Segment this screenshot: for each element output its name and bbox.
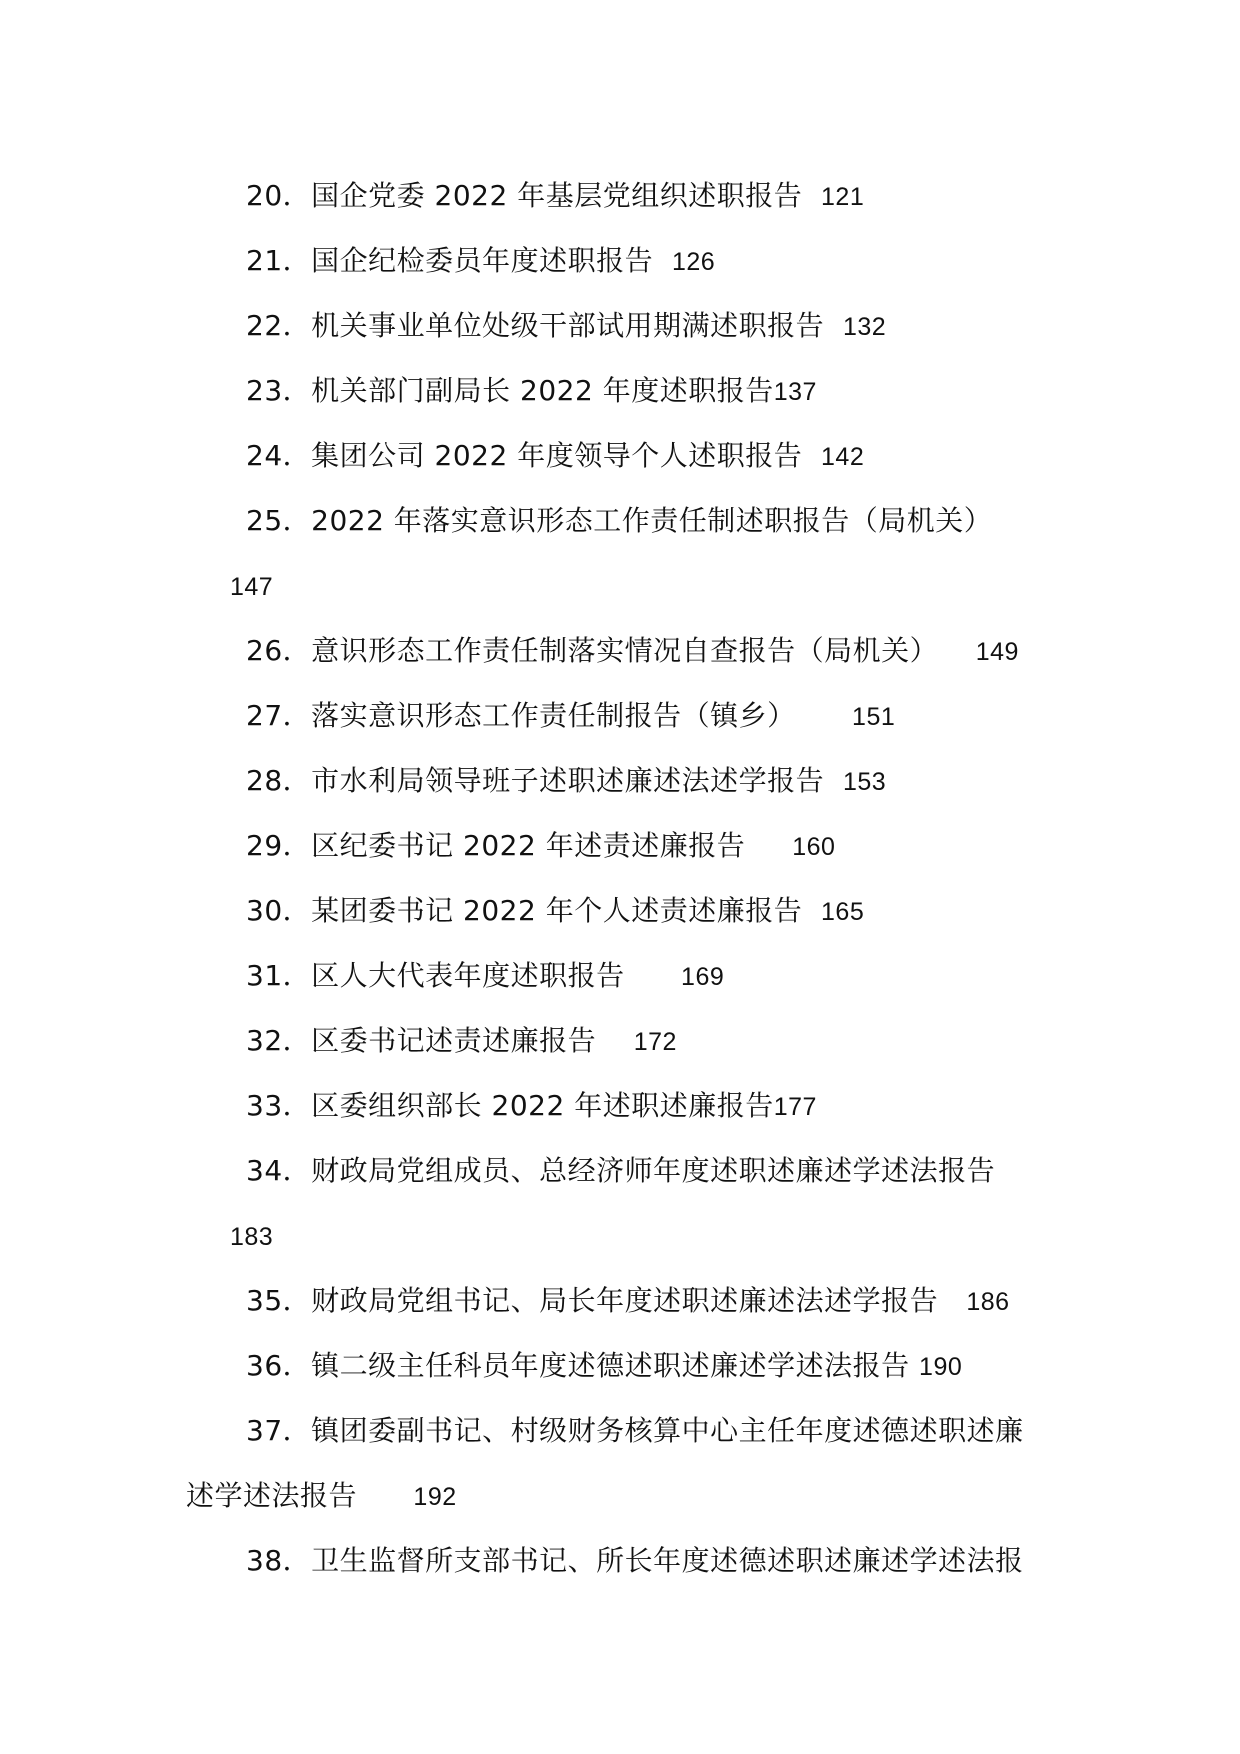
toc-page-number: 126 xyxy=(671,248,716,276)
toc-page-number: 177 xyxy=(773,1093,817,1121)
toc-entry-title: 35．财政局党组书记、局长年度述职述廉述法述学报告 xyxy=(246,1284,939,1317)
toc-page-number: 165 xyxy=(821,898,865,926)
toc-entry-29[interactable] xyxy=(246,826,835,867)
toc-entry-title: 36．镇二级主任科员年度述德述职述廉述学述法报告 xyxy=(246,1349,910,1382)
toc-page-number: 169 xyxy=(681,963,725,991)
toc-entry-32[interactable] xyxy=(246,1021,677,1062)
toc-entry-title: 31．区人大代表年度述职报告 xyxy=(246,959,625,992)
toc-page-number: 190 xyxy=(919,1353,963,1381)
toc-page-number: 151 xyxy=(852,703,896,731)
toc-entry-title: 29．区纪委书记 2022 年述责述廉报告 xyxy=(246,829,746,862)
toc-entry-title: 21．国企纪检委员年度述职报告 xyxy=(246,244,654,277)
toc-page-number: 186 xyxy=(966,1288,1010,1316)
toc-entry-33[interactable] xyxy=(246,1086,817,1127)
toc-entry-title: 37．镇团委副书记、村级财务核算中心主任年度述德述职述廉 xyxy=(246,1414,1024,1447)
toc-entry-22[interactable] xyxy=(246,306,886,347)
toc-entry-title-continuation: 述学述法报告 xyxy=(186,1479,358,1512)
toc-entry-title: 26．意识形态工作责任制落实情况自查报告（局机关） xyxy=(246,634,939,667)
toc-entry-title: 23．机关部门副局长 2022 年度述职报告 xyxy=(246,374,774,407)
toc-entry-title: 24．集团公司 2022 年度领导个人述职报告 xyxy=(246,439,803,472)
toc-entry-36[interactable] xyxy=(246,1346,962,1387)
toc-entry-title: 32．区委书记述责述廉报告 xyxy=(246,1024,597,1057)
toc-entry-title: 30．某团委书记 2022 年个人述责述廉报告 xyxy=(246,894,803,927)
toc-page-number: 121 xyxy=(821,183,865,211)
toc-page-number: 149 xyxy=(975,638,1019,666)
toc-page-number: 147 xyxy=(230,573,274,601)
toc-entry-27[interactable] xyxy=(246,696,895,737)
toc-entry-20[interactable] xyxy=(246,176,864,217)
toc-page-number: 132 xyxy=(842,313,887,341)
toc-entry-37[interactable] xyxy=(246,1411,1024,1451)
toc-entry-21[interactable] xyxy=(246,241,715,282)
toc-entry-title: 28．市水利局领导班子述职述廉述法述学报告 xyxy=(246,764,825,797)
toc-entry-title: 20．国企党委 2022 年基层党组织述职报告 xyxy=(246,179,803,212)
toc-entry-34-page[interactable] xyxy=(230,1216,273,1257)
toc-entry-24[interactable] xyxy=(246,436,864,477)
toc-entry-38[interactable] xyxy=(246,1541,1024,1581)
toc-page-number: 153 xyxy=(842,768,887,796)
toc-entry-title: 33．区委组织部长 2022 年述职述廉报告 xyxy=(246,1089,774,1122)
toc-entry-25-page[interactable] xyxy=(230,566,273,607)
toc-entry-title: 34．财政局党组成员、总经济师年度述职述廉述学述法报告 xyxy=(246,1154,996,1187)
toc-page-number: 192 xyxy=(413,1483,457,1511)
toc-entry-26[interactable] xyxy=(246,631,1019,672)
toc-entry-title: 38．卫生监督所支部书记、所长年度述德述职述廉述学述法报 xyxy=(246,1544,1024,1577)
toc-entry-37-continuation[interactable] xyxy=(186,1476,457,1517)
toc-entry-title: 27．落实意识形态工作责任制报告（镇乡） xyxy=(246,699,796,732)
toc-entry-title: 22．机关事业单位处级干部试用期满述职报告 xyxy=(246,309,825,342)
toc-page-number: 160 xyxy=(792,833,836,861)
toc-entry-28[interactable] xyxy=(246,761,886,802)
toc-page-number: 137 xyxy=(773,378,817,406)
toc-entry-30[interactable] xyxy=(246,891,864,932)
toc-entry-31[interactable] xyxy=(246,956,724,997)
toc-page-number: 142 xyxy=(821,443,865,471)
toc-page-number: 183 xyxy=(230,1223,274,1251)
toc-entry-23[interactable] xyxy=(246,371,817,412)
toc-entry-25[interactable] xyxy=(246,501,992,541)
toc-entry-35[interactable] xyxy=(246,1281,1010,1322)
toc-page-number: 172 xyxy=(633,1028,677,1056)
toc-entry-34[interactable] xyxy=(246,1151,995,1191)
toc-entry-title: 25．2022 年落实意识形态工作责任制述职报告（局机关） xyxy=(246,504,993,537)
